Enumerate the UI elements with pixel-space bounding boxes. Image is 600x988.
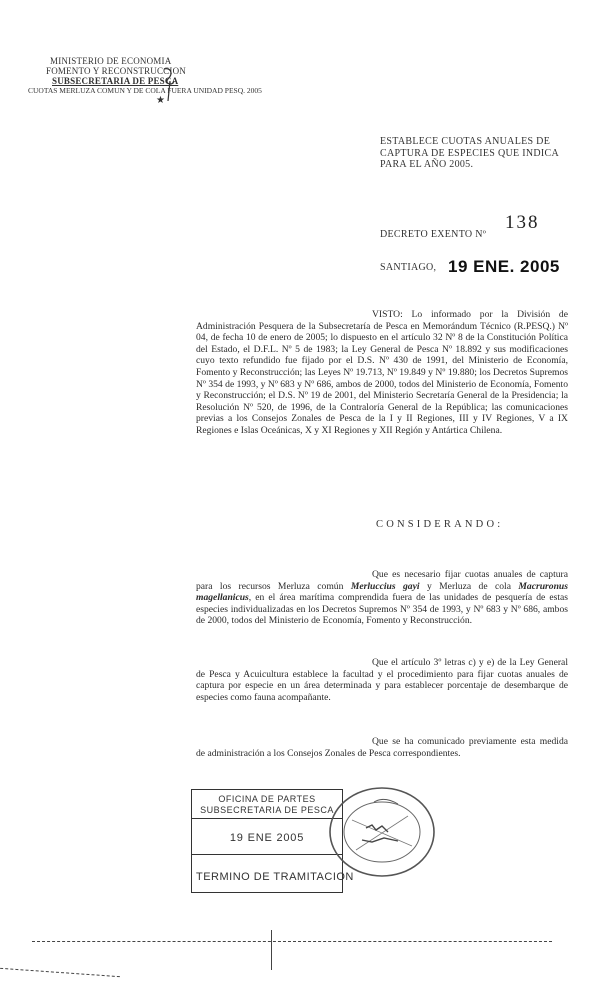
decree-number-label: DECRETO EXENTO Nº (380, 229, 487, 240)
footer-divider (32, 941, 552, 942)
office-stamp (191, 789, 354, 893)
subsecretaria-name: SUBSECRETARIA DE PESCA (52, 76, 179, 86)
round-seal-icon (322, 780, 440, 884)
considerando-paragraph-1 (196, 569, 568, 627)
stamp-footer-label: TERMINO DE TRAMITACION (196, 871, 354, 883)
initials-signature-icon (160, 65, 180, 105)
decree-number: 138 (505, 212, 540, 233)
species-name: Merluccius gayi (350, 580, 420, 592)
star-mark-icon: ★ (156, 95, 166, 106)
decree-title-line: PARA EL AÑO 2005. (380, 159, 474, 170)
place-label: SANTIAGO, (380, 262, 437, 273)
edge-mark (0, 968, 120, 977)
considerando-heading: CONSIDERANDO: (376, 519, 504, 530)
decree-title-line: CAPTURA DE ESPECIES QUE INDICA (380, 147, 560, 159)
file-reference: CUOTAS MERLUZA COMUN Y DE COLA FUERA UNIDAD PESQ. 2005 (28, 86, 262, 95)
stamp-office-label: OFICINA DE PARTES (218, 794, 316, 804)
stamp-department-label: SUBSECRETARIA DE PESCA (192, 805, 342, 819)
considerando-paragraph-3: Que se ha comunicado previamente esta medida de administración a los Consejos Zonales de Pesca correspondientes. (196, 736, 568, 759)
species-name: Macruronus magellanicus (196, 580, 568, 604)
decree-title (380, 136, 580, 171)
ministry-name: MINISTERIO DE ECONOMIA (50, 56, 172, 66)
fold-mark (271, 930, 272, 970)
ministry-subname: FOMENTO Y RECONSTRUCCION (46, 66, 186, 76)
decree-title-line: ESTABLECE CUOTAS ANUALES DE (380, 136, 551, 147)
text-span: Que es necesario fijar cuotas anuales de captura para los recursos Merluza común (196, 569, 568, 592)
visto-paragraph: VISTO: Lo informado por la División de Administración Pesquera de la Subsecretaría de Pesca en Memorándum Técnico (R.PESQ.) Nº 04, de fecha 10 de enero de 2005; lo dispuesto en el artículo 32 Nº 8 de la Constitución Política del Estado, el D.F.L. Nº 5 de 1983; la Ley General de Pesca Nº 18.892 y sus modificaciones cuyo texto refundido fue fijado por el D.S. Nº 430 de 1991, del Ministerio de Economía, Fomento y Reconstrucción; las Leyes Nº 19.713, Nº 19.849 y Nº 19.880; los Decretos Supremos Nº 354 de 1993, y Nº 683 y Nº 686, ambos de 2000, todos del Ministerio de Economía, Fomento y Reconstrucción; el D.S. Nº 19 de 2001, del Ministerio Secretaría General de la Presidencia; la Resolución Nº 520, de 1996, de la Contraloría General de la República; las comunicaciones previas a los Consejos Zonales de Pesca de la I y II Regiones, III y IV Regiones, V a IX Regiones e Islas Oceánicas, X y XI Regiones y XII Región y Antártica Chilena. (196, 309, 568, 436)
text-span: y Merluza de cola (419, 580, 519, 592)
considerando-paragraph-2: Que el artículo 3º letras c) y e) de la Ley General de Pesca y Acuicultura establece la facultad y el procedimiento para fijar cuotas anuales de captura por especie en un área determinada y para establecer porcentaje de desembarque de especies como fauna acompañante. (196, 657, 568, 703)
decree-date-stamp: 19 ENE. 2005 (448, 257, 560, 276)
stamp-date: 19 ENE 2005 (192, 832, 342, 855)
text-span: , en el área marítima comprendida fuera de las unidades de pesquería de estas especies individualizadas en los Decretos Supremos Nº 354 de 1993, y Nº 683 y Nº 686, ambos de 2000, todos del Ministerio de Economía, Fomento y Reconstrucción. (196, 592, 568, 627)
